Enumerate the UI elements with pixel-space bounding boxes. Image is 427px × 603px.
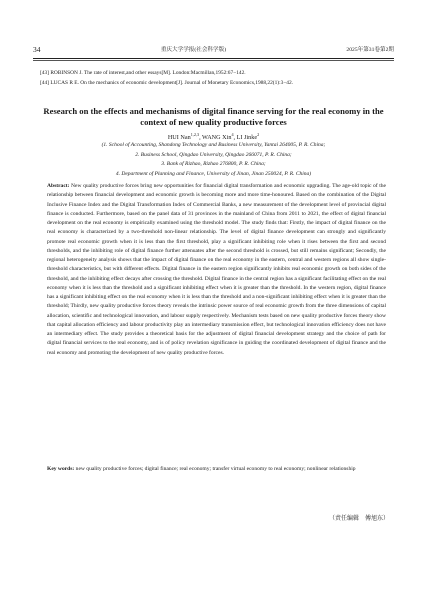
keywords-text: new quality productive forces; digital finance; real economy; transfer virtual economy to real economy; nonlinear relationship bbox=[75, 466, 356, 472]
running-head bbox=[33, 44, 394, 56]
author-affil-mark: 2 bbox=[257, 132, 260, 137]
abstract-text: New quality productive forces bring new opportunities for financial digital transformation and economic upgrading. The age-old topic of the relationship between financial development and economic growth is becoming more and more time-honoured. Based on the combination of the Digital Inclusive Finance Index and the Digital Transformation Index of Commercial Banks, a new measurement of the development level of provincial digital finance is conducted. Furthermore, based on the panel data of 31 provinces in the mainland of China from 2011 to 2021, the effect of digital financial development on the real economy is empirically examined using the threshold model. The study finds that: Firstly, the impact of digital finance on the real economy is characterized by a two-threshold non-linear relationship. The level of digital finance development can strongly and significantly promote real economic growth when it is less than the first threshold, play a significant inhibiting role when it rises between the first and second thresholds, and the inhibiting role of digital finance further attenuates after the second threshold is crossed, but still remains significant; Secondly, the regional heterogeneity analysis shows that the impact of digital finance on the real economy in the eastern, central and western regions all show single-threshold characteristics, but with different effects. Digital finance in the eastern region significantly inhibits real economic growth on both sides of the threshold, and the inhibiting effect decays after crossing the threshold. Digital finance in the central region has a significant facilitating effect on the real economy when it is less than the threshold and a significant inhibiting effect when it is greater than the threshold. In the western region, digital finance has a significant inhibiting effect on the real economy when it is less than the threshold and a non-significant inhibiting effect when it is greater than the threshold; Thirdly, new quality productive forces theory reveals the intrinsic power source of real economic growth from the three dimensions of capital allocation, scientific and technological innovation, and labour supply respectively. Mechanism tests based on new quality productive forces theory show that capital allocation efficiency and labour productivity play an intermediary transmission effect, but technological innovation efficiency does not have an intermediary effect. The study provides a theoretical basis for the adjustment of digital financial development strategy and the choice of path for digital financial services to the real economy, and is of policy revelation significance in guiding the coordinated development of digital finance and the real economy and promoting the development of new quality productive forces. bbox=[47, 183, 386, 356]
keywords bbox=[47, 465, 386, 474]
author-name: WANG Xin bbox=[202, 134, 232, 142]
journal-name: 重庆大学学报(社会科学版) bbox=[160, 47, 227, 53]
article-title: Research on the effects and mechanisms of digital finance serving for the real economy in the context of new quality productive forces bbox=[43, 106, 384, 127]
affiliation-line: 2. Business School, Qingdao University, Qingdao 266071, P. R. China; bbox=[135, 151, 292, 158]
affiliation-line: 4. Department of Planning and Finance, University of Jinan, Jinan 250024, P. R. China) bbox=[115, 170, 312, 177]
page-number: 34 bbox=[33, 45, 41, 54]
header-rule bbox=[33, 58, 394, 59]
keywords-label: Key words: bbox=[47, 466, 75, 472]
affiliation-line: (1. School of Accounting, Shandong Technology and Business University, Yantai 264005, P. R. China; bbox=[101, 142, 326, 148]
reference-list bbox=[40, 68, 394, 88]
issue-info: 2025年第31卷第2期 bbox=[346, 47, 394, 53]
abstract-label: Abstract: bbox=[47, 183, 70, 189]
author-name: HUI Nan bbox=[167, 134, 191, 142]
author-line: HUI Nan$^{1,2,3}$, WANG Xin$^4$, LI Jinke$^2$ bbox=[167, 132, 260, 142]
abstract bbox=[47, 182, 386, 358]
affiliation-line: 3. Bank of Rizhao, Rizhao 276800, P. R. China; bbox=[161, 161, 266, 168]
affiliations bbox=[33, 141, 394, 179]
editor-note: （责任编辑 傅旭东） bbox=[328, 515, 389, 522]
reference-item: [43] ROBINSON J. The rate of interest,and other essays[M]. London:Macmillan,1952:67−142. bbox=[40, 70, 246, 76]
author-affil-mark: 4 bbox=[231, 132, 234, 137]
author-affil-mark: 1,2,3 bbox=[190, 132, 200, 137]
author-name: LI Jinke bbox=[236, 134, 258, 142]
header-rule-thin bbox=[33, 60, 394, 61]
reference-item: [44] LUCAS R E. On the mechanics of economic development[J]. Journal of Monetary Economics,1988,22(1):3−42. bbox=[40, 80, 294, 86]
